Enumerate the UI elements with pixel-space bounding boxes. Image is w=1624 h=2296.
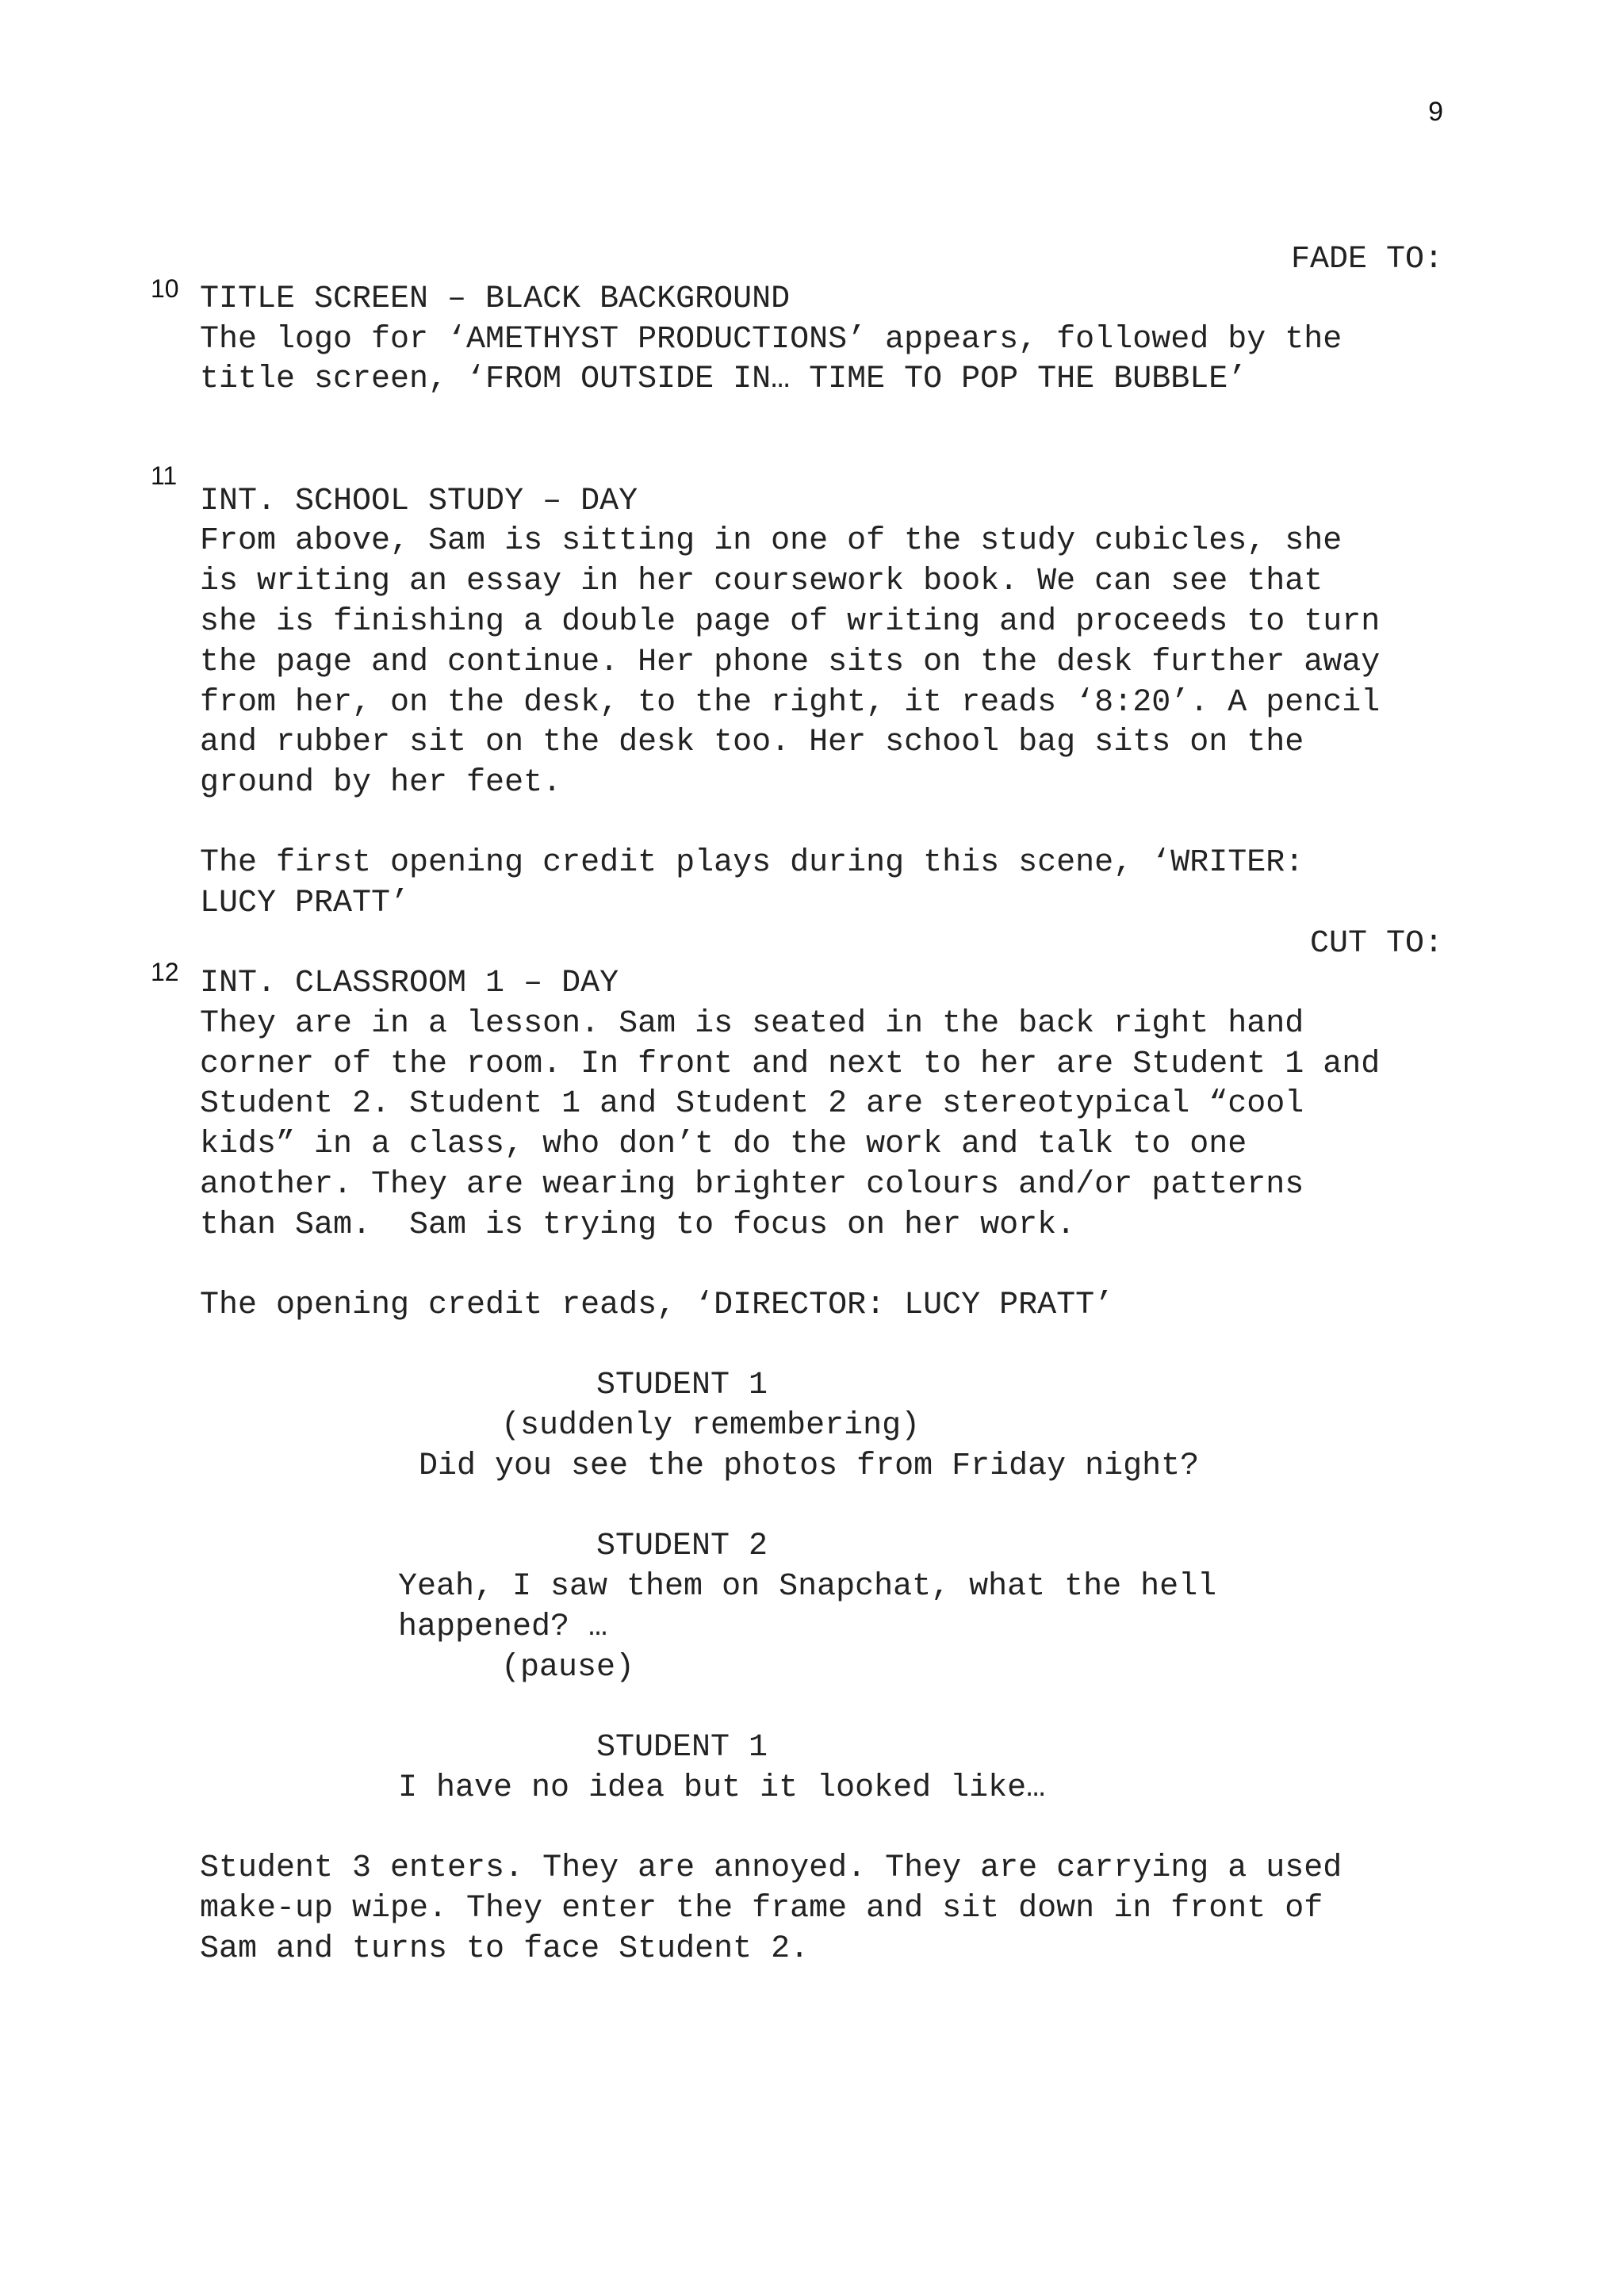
dialogue-line: happened? … (398, 1609, 608, 1645)
action-line: The first opening credit plays during this scene, ‘WRITER: (200, 845, 1304, 881)
action-line: and rubber sit on the desk too. Her school bag sits on the (200, 725, 1304, 760)
action-line: is writing an essay in her coursework book. We can see that (200, 564, 1323, 599)
action-line: from her, on the desk, to the right, it reads ‘8:20’. A pencil (200, 685, 1381, 721)
action-line: ground by her feet. (200, 765, 562, 801)
action-line: The opening credit reads, ‘DIRECTOR: LUCY PRATT’ (200, 1288, 1114, 1323)
scene-heading: INT. SCHOOL STUDY – DAY (200, 484, 638, 519)
dialogue-line: Did you see the photos from Friday night? (419, 1448, 1200, 1484)
scene-number: 11 (151, 461, 178, 490)
action-line: LUCY PRATT’ (200, 886, 410, 921)
dialogue-line: I have no idea but it looked like… (398, 1770, 1046, 1806)
action-line: The logo for ‘AMETHYST PRODUCTIONS’ appears, followed by the (200, 322, 1342, 358)
action-line: make-up wipe. They enter the frame and sit down in front of (200, 1891, 1323, 1927)
scene-heading: INT. CLASSROOM 1 – DAY (200, 966, 619, 1001)
action-line: Student 3 enters. They are annoyed. They are carrying a used (200, 1850, 1342, 1886)
character-name: STUDENT 2 (596, 1529, 768, 1564)
transition-cut-to: CUT TO: (1309, 926, 1443, 962)
action-line: than Sam. Sam is trying to focus on her work. (200, 1207, 1076, 1243)
action-line: Sam and turns to face Student 2. (200, 1931, 810, 1967)
character-name: STUDENT 1 (596, 1368, 768, 1403)
character-name: STUDENT 1 (596, 1730, 768, 1766)
scene-number: 12 (151, 958, 179, 986)
action-line: title screen, ‘FROM OUTSIDE IN… TIME TO POP THE BUBBLE’ (200, 362, 1247, 397)
action-line: From above, Sam is sitting in one of the study cubicles, she (200, 523, 1342, 559)
scene-heading: TITLE SCREEN – BLACK BACKGROUND (200, 281, 791, 317)
parenthetical: (suddenly remembering) (501, 1408, 921, 1444)
action-line: the page and continue. Her phone sits on the desk further away (200, 645, 1381, 680)
action-line: Student 2. Student 1 and Student 2 are stereotypical “cool (200, 1086, 1304, 1122)
dialogue-line: Yeah, I saw them on Snapchat, what the hell (398, 1569, 1217, 1605)
action-line: corner of the room. In front and next to her are Student 1 and (200, 1047, 1381, 1082)
action-line: kids” in a class, who don’t do the work and talk to one (200, 1127, 1247, 1162)
page-number: 9 (1428, 97, 1443, 127)
transition-fade-to: FADE TO: (1290, 242, 1443, 277)
action-line: she is finishing a double page of writing and proceeds to turn (200, 604, 1381, 640)
action-line: another. They are wearing brighter colours and/or patterns (200, 1167, 1304, 1203)
parenthetical: (pause) (501, 1650, 635, 1686)
action-line: They are in a lesson. Sam is seated in the back right hand (200, 1006, 1304, 1042)
scene-number: 10 (151, 274, 179, 303)
